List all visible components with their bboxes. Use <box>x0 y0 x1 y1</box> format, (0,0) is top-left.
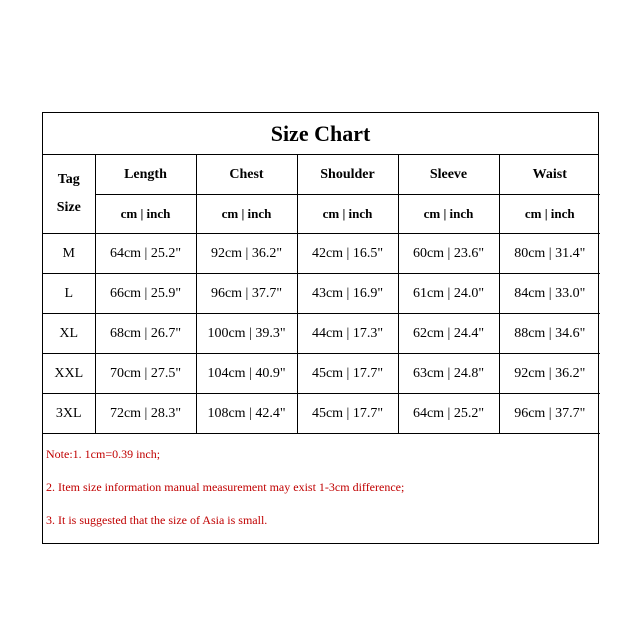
size-table <box>43 155 600 434</box>
table-cell: 100cm | 39.3" <box>196 314 297 354</box>
unit-row <box>43 195 600 234</box>
table-cell: 62cm | 24.4" <box>398 314 499 354</box>
table-cell: 42cm | 16.5" <box>297 234 398 274</box>
table-cell: 68cm | 26.7" <box>95 314 196 354</box>
table-cell: 108cm | 42.4" <box>196 394 297 434</box>
table-cell: 63cm | 24.8" <box>398 354 499 394</box>
unit-label: cm | inch <box>499 195 600 234</box>
notes-section <box>43 434 598 546</box>
column-header-chest: Chest <box>196 155 297 195</box>
unit-label: cm | inch <box>398 195 499 234</box>
size-cell: XL <box>43 314 95 354</box>
header-row <box>43 155 600 195</box>
column-header-shoulder: Shoulder <box>297 155 398 195</box>
table-cell: 104cm | 40.9" <box>196 354 297 394</box>
unit-label: cm | inch <box>95 195 196 234</box>
table-cell: 80cm | 31.4" <box>499 234 600 274</box>
table-cell: 61cm | 24.0" <box>398 274 499 314</box>
table-row <box>43 394 600 434</box>
chart-title: Size Chart <box>43 113 598 155</box>
table-cell: 44cm | 17.3" <box>297 314 398 354</box>
size-chart <box>42 112 599 544</box>
table-cell: 92cm | 36.2" <box>196 234 297 274</box>
table-cell: 96cm | 37.7" <box>499 394 600 434</box>
table-cell: 64cm | 25.2" <box>398 394 499 434</box>
table-cell: 66cm | 25.9" <box>95 274 196 314</box>
note-1: Note:1. 1cm=0.39 inch; <box>46 447 161 461</box>
column-header-waist: Waist <box>499 155 600 195</box>
unit-label: cm | inch <box>297 195 398 234</box>
table-cell: 45cm | 17.7" <box>297 354 398 394</box>
table-cell: 70cm | 27.5" <box>95 354 196 394</box>
table-row <box>43 354 600 394</box>
size-cell: 3XL <box>43 394 95 434</box>
table-cell: 45cm | 17.7" <box>297 394 398 434</box>
size-label: Size <box>56 200 81 215</box>
note-3: 3. It is suggested that the size of Asia is small. <box>46 513 268 527</box>
table-row <box>43 274 600 314</box>
table-cell: 92cm | 36.2" <box>499 354 600 394</box>
table-cell: 96cm | 37.7" <box>196 274 297 314</box>
size-cell: L <box>43 274 95 314</box>
table-cell: 88cm | 34.6" <box>499 314 600 354</box>
table-row <box>43 234 600 274</box>
note-2: 2. Item size information manual measurement may exist 1-3cm difference; <box>46 480 405 494</box>
column-header-length: Length <box>95 155 196 195</box>
table-row <box>43 314 600 354</box>
tag-label: Tag <box>57 172 80 187</box>
table-cell: 84cm | 33.0" <box>499 274 600 314</box>
table-cell: 72cm | 28.3" <box>95 394 196 434</box>
table-cell: 64cm | 25.2" <box>95 234 196 274</box>
column-header-sleeve: Sleeve <box>398 155 499 195</box>
tag-size-header <box>43 155 95 234</box>
unit-label: cm | inch <box>196 195 297 234</box>
size-cell: M <box>43 234 95 274</box>
table-cell: 60cm | 23.6" <box>398 234 499 274</box>
size-cell: XXL <box>43 354 95 394</box>
table-cell: 43cm | 16.9" <box>297 274 398 314</box>
